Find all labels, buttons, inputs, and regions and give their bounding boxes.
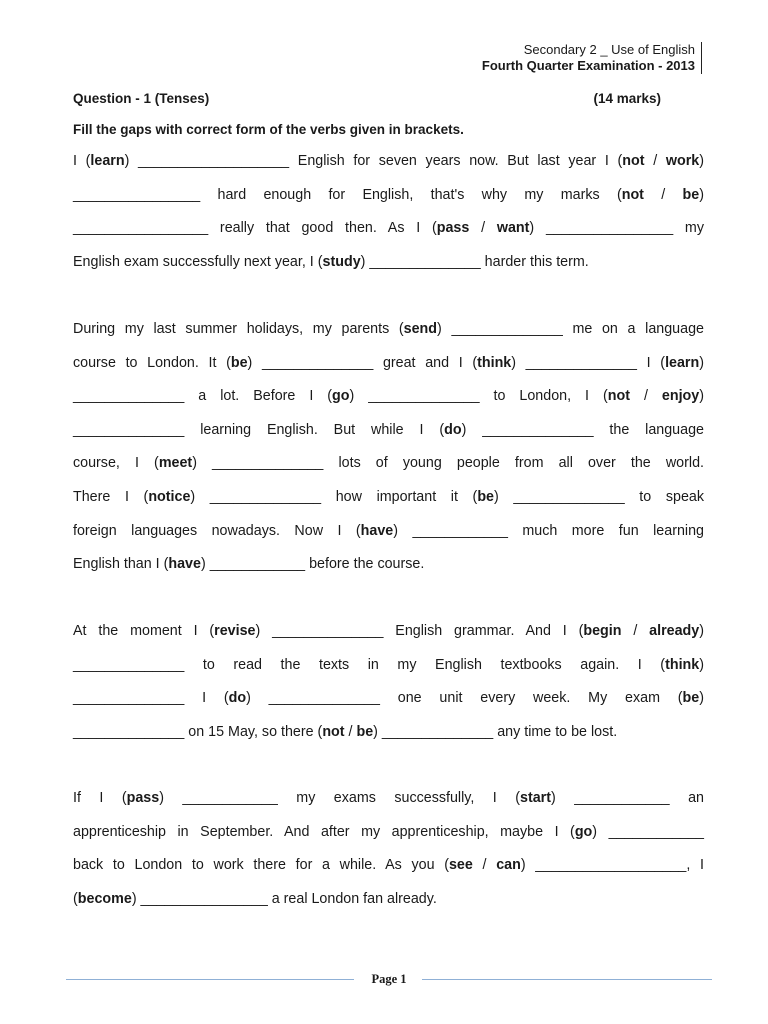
exercise-line: (become) ________________ a real London fan already. [73, 890, 437, 907]
verb-hint: not [607, 388, 630, 405]
verb-hint: revise [214, 623, 256, 639]
page-header [482, 42, 702, 74]
verb-hint: go [574, 823, 593, 840]
verb-hint: see [448, 857, 473, 874]
footer-rule-right [422, 979, 712, 980]
verb-hint: can [496, 857, 521, 874]
verb-hint: send [403, 321, 438, 337]
verb-hint: pass [436, 220, 470, 237]
verb-hint: do [228, 690, 247, 707]
verb-hint: think [477, 354, 512, 371]
exercise-line: _________________ really that good then. As I (pass / want) ________________ my [73, 220, 704, 237]
exercise-line: foreign languages nowadays. Now I (have) ____________ much more fun learning [73, 522, 704, 539]
exercise-line: During my last summer holidays, my parents (send) ______________ me on a language [73, 321, 704, 337]
exercise-line: At the moment I (revise) ______________ English grammar. And I (begin / already) [73, 623, 705, 639]
verb-hint: go [332, 388, 350, 405]
exercise-line: ______________ I (do) ______________ one unit every week. My exam (be) [73, 690, 704, 707]
exercise-line: ________________ hard enough for English, that's why my marks (not / be) [73, 186, 704, 203]
verb-hint: pass [126, 790, 160, 806]
verb-hint: be [682, 186, 700, 203]
exercise-line: ______________ a lot. Before I (go) ______________ to London, I (not / enjoy) [73, 388, 704, 405]
page-number: Page 1 [371, 972, 407, 986]
verb-hint: be [477, 488, 494, 505]
page-footer [66, 968, 712, 992]
exercise-line: If I (pass) ____________ my exams successfully, I (start) ____________ an [73, 790, 704, 806]
exercise-line: English exam successfully next year, I (study) ______________ harder this term. [73, 253, 589, 270]
verb-hint: notice [148, 488, 191, 505]
exam-title: Fourth Quarter Examination - 2013 [481, 58, 695, 73]
question-title: Question - 1 (Tenses) [73, 91, 210, 106]
verb-hint: not [322, 723, 345, 740]
verb-hint: be [682, 690, 700, 707]
exercise-paragraph [73, 313, 704, 582]
exercise-line: There I (notice) ______________ how important it (be) ______________ to speak [73, 488, 704, 505]
question-instruction: Fill the gaps with correct form of the verbs given in brackets. [73, 122, 464, 137]
exercise-paragraph [73, 782, 704, 916]
exercise-line: English than I (have) ____________ before the course. [73, 556, 425, 573]
exercise-line: course to London. It (be) ______________ great and I (think) ______________ I (learn) [73, 354, 704, 371]
verb-hint: already [649, 623, 700, 639]
verb-hint: meet [158, 455, 193, 472]
verb-hint: have [360, 522, 394, 539]
verb-hint: do [444, 421, 462, 438]
verb-hint: learn [90, 153, 125, 169]
verb-hint: not [621, 186, 644, 203]
verb-hint: want [496, 220, 530, 237]
exercise-line: course, I (meet) ______________ lots of young people from all over the world. [73, 455, 704, 472]
verb-hint: think [665, 656, 700, 673]
verb-hint: be [230, 354, 248, 371]
verb-hint: begin [583, 623, 622, 639]
verb-hint: be [356, 723, 374, 740]
exercise-line: ______________ learning English. But while I (do) ______________ the language [73, 421, 704, 438]
exercise-paragraph [73, 615, 704, 749]
verb-hint: work [665, 153, 700, 169]
verb-hint: become [77, 890, 132, 907]
verb-hint: start [520, 790, 551, 806]
verb-hint: not [622, 153, 645, 169]
verb-hint: study [322, 253, 361, 270]
exercise-line: back to London to work there for a while. As you (see / can) ___________________, I [73, 857, 704, 874]
question-heading [73, 91, 703, 106]
exercise-paragraph [73, 145, 704, 279]
question-marks: (14 marks) [593, 91, 661, 106]
exercise-line: apprenticeship in September. And after my apprenticeship, maybe I (go) ____________ [73, 823, 704, 840]
verb-hint: learn [665, 354, 700, 371]
verb-hint: enjoy [661, 388, 700, 405]
exercise-line: I (learn) ___________________ English for seven years now. But last year I (not / work) [73, 153, 704, 169]
exercise-line: ______________ to read the texts in my English textbooks again. I (think) [73, 656, 704, 673]
exercise-line: ______________ on 15 May, so there (not / be) ______________ any time to be lost. [73, 723, 618, 740]
course-title: Secondary 2 _ Use of English [523, 42, 695, 57]
verb-hint: have [168, 556, 201, 573]
